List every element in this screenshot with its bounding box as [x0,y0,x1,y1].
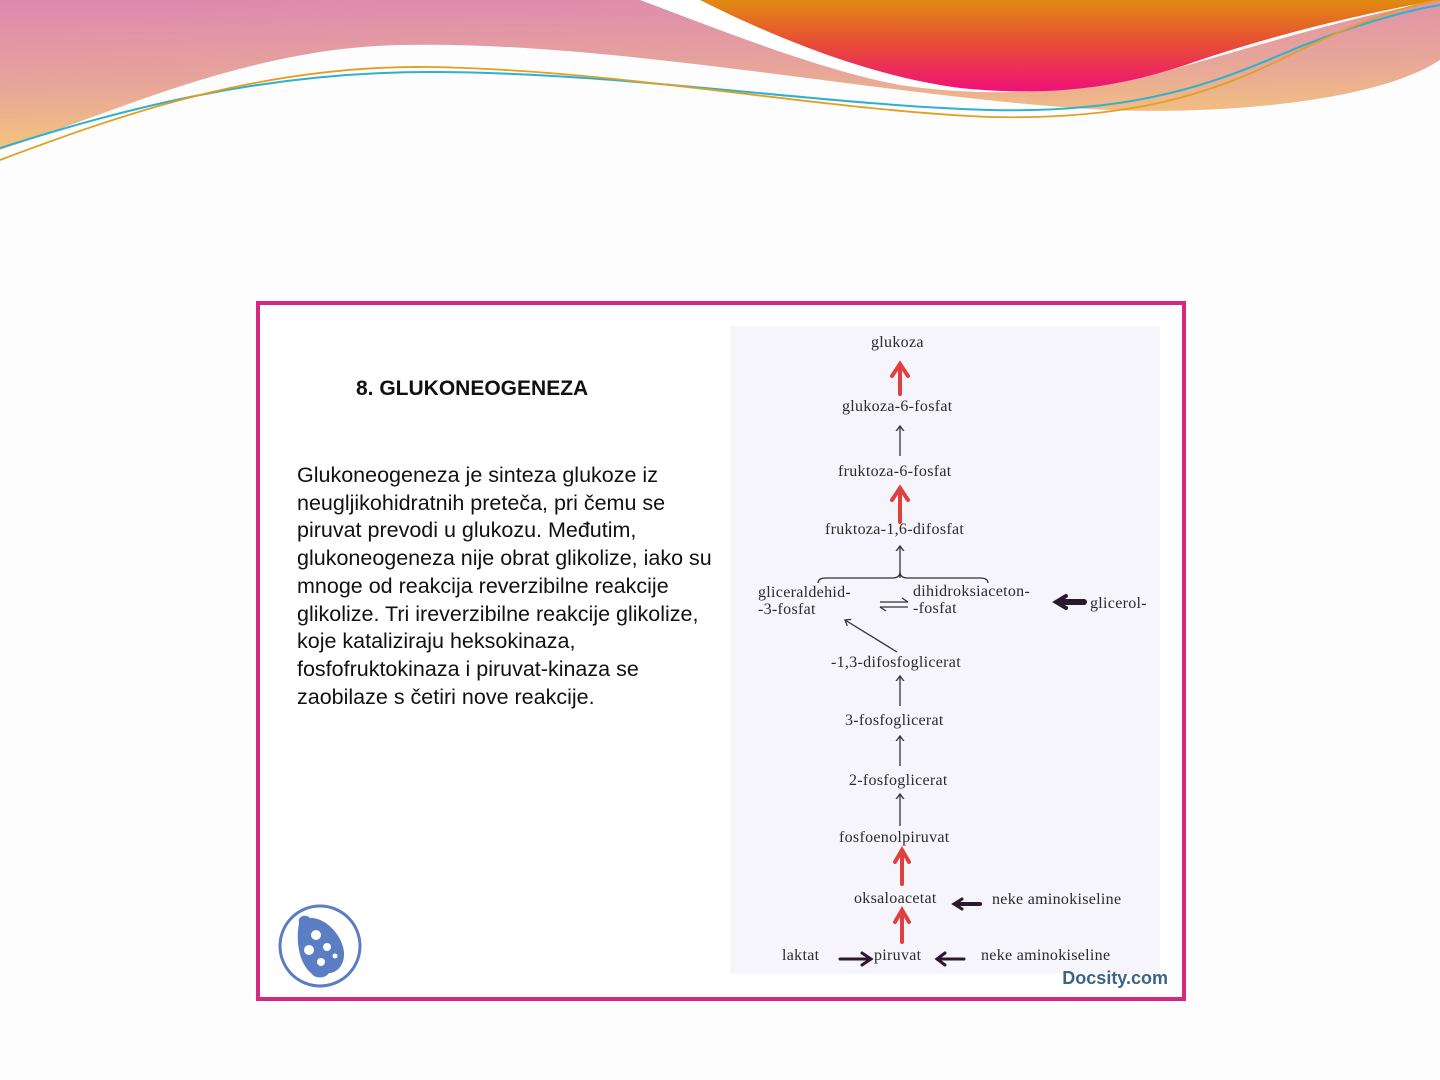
node-fruktoza-1-6-difosfat: fruktoza-1,6-difosfat [825,521,965,538]
node-fosfoenolpiruvat: fosfoenolpiruvat [839,829,950,846]
node-neke-aminokiseline-2: neke aminokiseline [981,947,1111,964]
slide-body-text: Glukoneogeneza je sinteza glukoze iz neugljikohidratnih preteča, pri čemu se piruvat prevodi u glukozu. Međutim, glukoneogeneza nije obrat glikolize, iako su mnoge od reakcija reverzibilne reakcije glikolize. Tri ireverzibilne reakcije glikolize, koje kataliziraju heksokinaza, fosfofruktokinaza i piruvat-kinaza se zaobilaze s četiri nove reakcije. [297,463,712,709]
node-glicerol: glicerol- [1090,595,1147,612]
node-dihidroksiaceton-line1: dihidroksiaceton- [913,583,1031,600]
gluconeogenesis-pathway-diagram [730,326,1160,974]
node-dihidroksiaceton-line2: -fosfat [913,600,957,617]
header-wave-decoration [0,0,1440,200]
node-3-fosfoglicerat: 3-fosfoglicerat [845,712,944,729]
node-oksaloacetat: oksaloacetat [854,890,937,907]
docsity-logo-icon [277,903,363,989]
docsity-watermark: Docsity.com [1062,968,1168,988]
node-glukoza: glukoza [871,334,924,351]
slide-content-frame [256,301,1186,1001]
node-2-fosfoglicerat: 2-fosfoglicerat [849,772,948,789]
pathway-arrows [730,326,1160,974]
node-neke-aminokiseline-1: neke aminokiseline [992,891,1122,908]
slide-title: 8. GLUKONEOGENEZA [356,377,589,400]
node-gliceraldehid-3-fosfat [758,584,851,618]
node-1-3-difosfoglicerat: -1,3-difosfoglicerat [831,654,961,671]
node-laktat: laktat [782,947,820,964]
node-fruktoza-6-fosfat: fruktoza-6-fosfat [838,463,952,480]
node-piruvat: piruvat [874,947,922,964]
node-dihidroksiaceton-fosfat [913,583,1030,617]
node-gliceraldehid-line1: gliceraldehid- [758,584,852,601]
node-glukoza-6-fosfat: glukoza-6-fosfat [842,398,953,415]
node-gliceraldehid-line2: -3-fosfat [758,601,816,618]
